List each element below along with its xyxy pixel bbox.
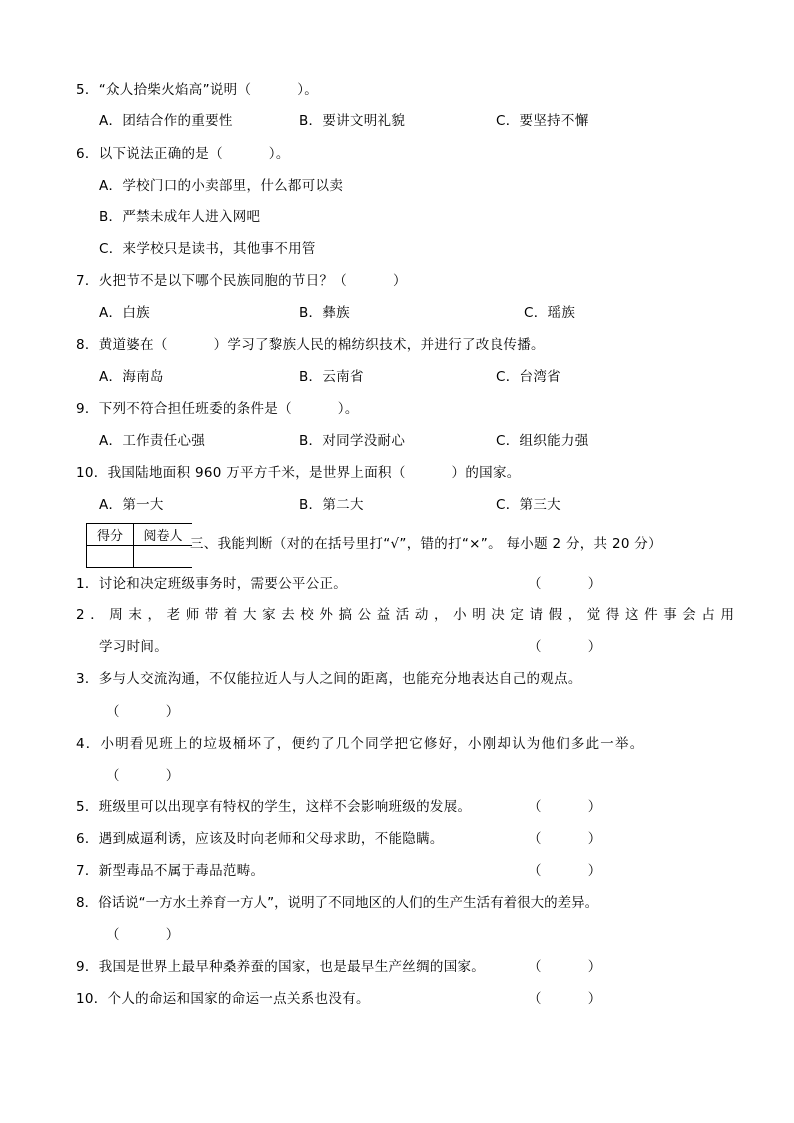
- option-b: B．云南省: [299, 369, 364, 385]
- reviewer-label: 阅卷人: [134, 524, 193, 546]
- option-c: C．瑶族: [524, 305, 576, 321]
- answer-blank: （ ）: [528, 959, 602, 975]
- question-stem: 8．黄道婆在（ ）学习了黎族人民的棉纺织技术，并进行了改良传播。: [76, 337, 545, 353]
- answer-blank: （ ）: [528, 991, 602, 1007]
- option-c: C．第三大: [496, 497, 561, 513]
- question-text: 9．我国是世界上最早种桑养蚕的国家，也是最早生产丝绸的国家。: [76, 959, 486, 975]
- answer-blank: （ ）: [528, 639, 602, 655]
- answer-blank: （ ）: [106, 927, 180, 943]
- option-c: C．台湾省: [496, 369, 561, 385]
- answer-blank: （ ）: [528, 863, 602, 879]
- option-c: C．组织能力强: [496, 433, 589, 449]
- question-text-cont: 学习时间。: [99, 639, 168, 655]
- option-a: A．工作责任心强: [99, 433, 206, 449]
- question-text: 3．多与人交流沟通，不仅能拉近人与人之间的距离，也能充分地表达自己的观点。: [76, 671, 582, 687]
- option-b: B．彝族: [299, 305, 350, 321]
- option-a: A．海南岛: [99, 369, 164, 385]
- option-b: B．要讲文明礼貌: [299, 113, 406, 129]
- answer-blank: （ ）: [106, 768, 180, 784]
- option-c: C．要坚持不懈: [496, 113, 589, 129]
- reviewer-cell: [134, 546, 193, 568]
- question-text: 2．周末，老师带着大家去校外搞公益活动，小明决定请假，觉得这件事会占用: [76, 607, 740, 623]
- answer-blank: （ ）: [528, 831, 602, 847]
- answer-blank: （ ）: [528, 576, 602, 592]
- question-stem: 10．我国陆地面积 960 万平方千米，是世界上面积（ ）的国家。: [76, 465, 521, 481]
- answer-blank: （ ）: [106, 704, 180, 720]
- question-stem: 9．下列不符合担任班委的条件是（ ）。: [76, 401, 359, 417]
- option-a: A．团结合作的重要性: [99, 113, 233, 129]
- option-a: A．第一大: [99, 497, 164, 513]
- option-c: C．来学校只是读书，其他事不用管: [99, 241, 316, 257]
- score-cell: [87, 546, 134, 568]
- question-text: 6．遇到威逼利诱，应该及时向老师和父母求助，不能隐瞒。: [76, 831, 444, 847]
- option-b: B．对同学没耐心: [299, 433, 406, 449]
- option-a: A．学校门口的小卖部里，什么都可以卖: [99, 178, 344, 194]
- question-text: 10．个人的命运和国家的命运一点关系也没有。: [76, 991, 370, 1007]
- question-text: 8．俗话说“一方水土养育一方人”，说明了不同地区的人们的生产生活有着很大的差异。: [76, 895, 599, 911]
- score-box: [86, 523, 192, 568]
- option-b: B．第二大: [299, 497, 364, 513]
- section-title: 三、我能判断（对的在括号里打“√”，错的打“×”。 每小题 2 分，共 20 分）: [190, 536, 662, 552]
- question-text: 5．班级里可以出现享有特权的学生，这样不会影响班级的发展。: [76, 799, 472, 815]
- question-stem: 6．以下说法正确的是（ ）。: [76, 146, 290, 162]
- question-text: 1．讨论和决定班级事务时，需要公平公正。: [76, 576, 348, 592]
- question-text: 4．小明看见班上的垃圾桶坏了，便约了几个同学把它修好，小刚却认为他们多此一举。: [76, 736, 645, 752]
- option-a: A．白族: [99, 305, 150, 321]
- question-stem: 5．“众人拾柴火焰高”说明（ ）。: [76, 82, 319, 98]
- question-text: 7．新型毒品不属于毒品范畴。: [76, 863, 265, 879]
- score-label: 得分: [87, 524, 134, 546]
- question-stem: 7．火把节不是以下哪个民族同胞的节日？（ ）: [76, 273, 407, 289]
- option-b: B．严禁未成年人进入网吧: [99, 209, 261, 225]
- answer-blank: （ ）: [528, 799, 602, 815]
